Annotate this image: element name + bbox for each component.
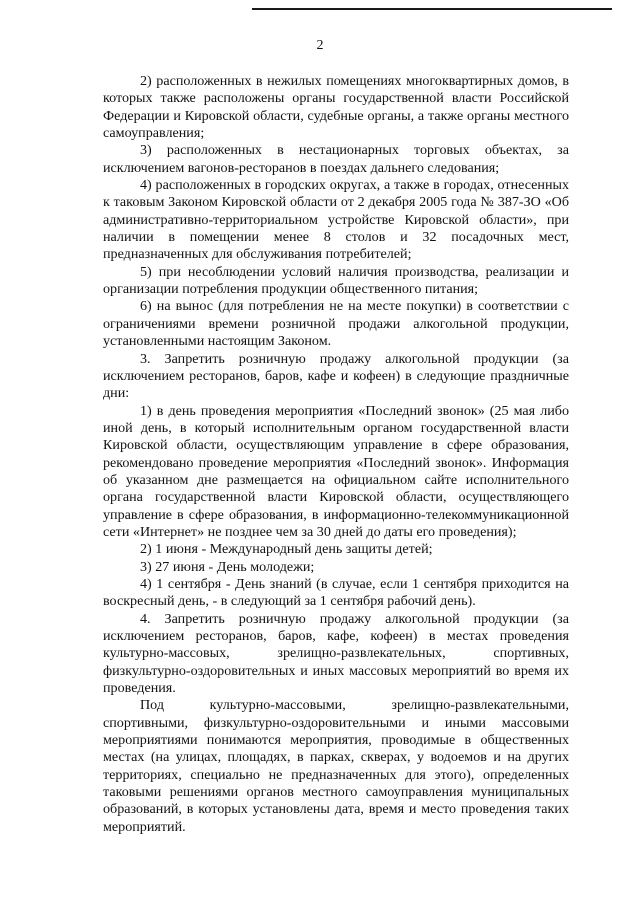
paragraph-item-2-nonresidential: 2) расположенных в нежилых помещениях многоквартирных домов, в которых также расположены органы государственной власти Российской Федерации и Кировской области, судебные органы, а также органы местного самоуправления; xyxy=(103,73,569,142)
document-body xyxy=(103,73,569,836)
paragraph-holiday-4-knowledge-day: 4) 1 сентября - День знаний (в случае, если 1 сентября приходится на воскресный день, - в следующий за 1 сентября рабочий день). xyxy=(103,575,569,610)
page-number: 2 xyxy=(316,38,324,53)
paragraph-mass-events-definition: Под культурно-массовыми, зрелищно-развлекательными, спортивными, физкультурно-оздоровительными и иными массовыми мероприятиями понимаются мероприятия, проводимые в общественных местах (на улицах, площадях, в парках, скверах, у водоемов и на других территориях, специально не предназначенных для этого), определенных таковыми решениями органов местного самоуправления муниципальных образований, в которых установлены дата, время и место проведения таких мероприятий. xyxy=(103,697,569,835)
paragraph-holiday-2-children-day: 2) 1 июня - Международный день защиты детей; xyxy=(140,541,433,558)
paragraph-item-6-takeaway: 6) на вынос (для потребления не на месте покупки) в соответствии с ограничениями времени розничной продажи алкогольной продукции, установленными настоящим Законом. xyxy=(103,298,569,350)
paragraph-section-3: 3. Запретить розничную продажу алкогольной продукции (за исключением ресторанов, баров, кафе и кофеен) в следующие праздничные дни: xyxy=(103,350,569,402)
paragraph-item-3-nonstationary: 3) расположенных в нестационарных торговых объектах, за исключением вагонов-ресторанов в поездах дальнего следования; xyxy=(103,142,569,176)
top-rule xyxy=(252,8,612,10)
paragraph-holiday-1-last-bell: 1) в день проведения мероприятия «Последний звонок» (25 мая либо иной день, в который исполнительным органом государственной власти Кировской области, осуществляющим управление в сфере образования, рекомендовано проведение мероприятия «Последний звонок». Информация об указанном дне размещается на официальном сайте исполнительного органа государственной власти Кировской области, осуществляющего управление в сфере образования, в информационно-телекоммуникационной сети «Интернет» не позднее чем за 30 дней до даты его проведения); xyxy=(103,402,569,540)
paragraph-holiday-3-youth-day: 3) 27 июня - День молодежи; xyxy=(140,558,315,575)
paragraph-section-4: 4. Запретить розничную продажу алкогольной продукции (за исключением ресторанов, баров, кафе, кофеен) в местах проведения культурно-массовых, зрелищно-развлекательных, спортивных, физкультурно-оздоровительных и иных массовых мероприятий во время их проведения. xyxy=(103,610,569,697)
paragraph-item-4-city-districts: 4) расположенных в городских округах, а также в городах, отнесенных к таковым Законом Кировской области от 2 декабря 2005 года № 387-ЗО «Об административно-территориальном устройстве Кировской области», при наличии в помещении менее 8 столов и 32 посадочных мест, предназначенных для обслуживания потребителей; xyxy=(103,177,569,263)
paragraph-item-5-conditions: 5) при несоблюдении условий наличия производства, реализации и организации потребления продукции общественного питания; xyxy=(103,263,569,298)
